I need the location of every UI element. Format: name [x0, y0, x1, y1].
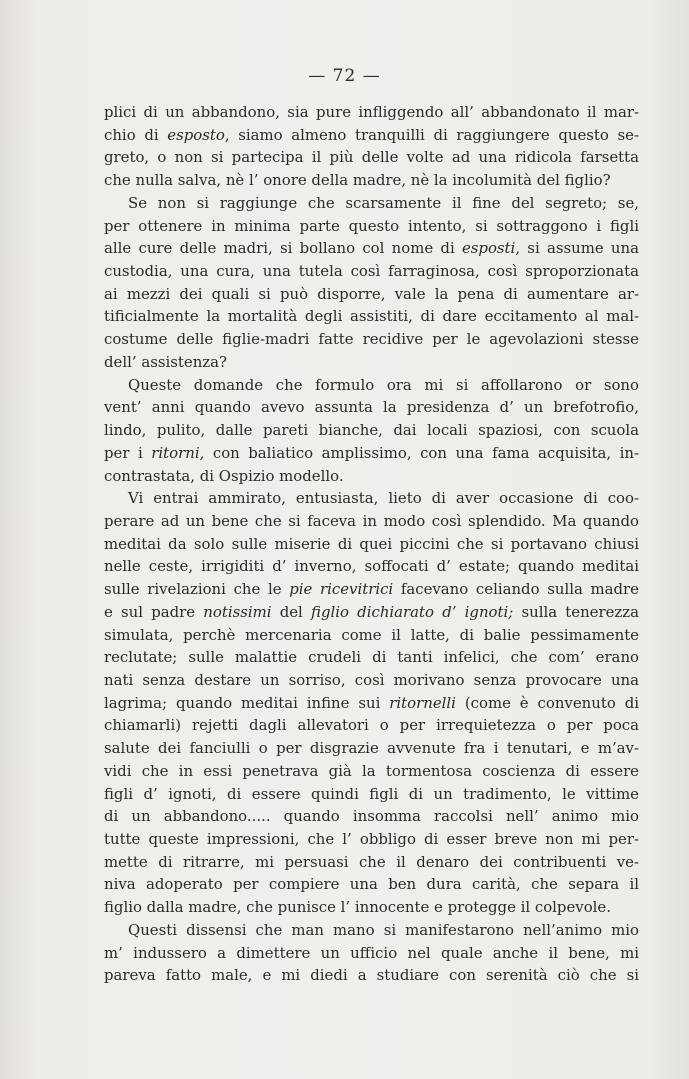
- text-line: per ottenere in minima parte questo intento, si sottraggono i figli: [104, 216, 639, 235]
- text-line: mette di ritrarre, mi persuasi che il denaro dei contribuenti ve-: [104, 852, 639, 871]
- text-line: lagrima; quando meditai infine sui ritornelli (come è convenuto di: [104, 693, 639, 712]
- text-line: reclutate; sulle malattie crudeli di tanti infelici, che com’ erano: [104, 648, 639, 667]
- text-line: nelle ceste, irrigiditi d’ inverno, soffocati d’ estate; quando meditai: [104, 557, 639, 576]
- text-line: m’ indussero a dimettere un ufficio nel quale anche il bene, mi: [104, 943, 639, 962]
- italic-term: figlio dichiarato d’ ignoti;: [311, 602, 514, 621]
- page-number: — 72 —: [308, 66, 381, 86]
- text-line: chiamarli) rejetti dagli allevatori o per irrequietezza o per poca: [104, 716, 639, 735]
- italic-term: pie ricevitrici: [289, 580, 394, 599]
- text-line: che nulla salva, nè l’ onore della madre, nè la incolumità del figlio?: [104, 171, 611, 190]
- text-line: greto, o non si partecipa il più delle volte ad una ridicola farsetta: [104, 148, 639, 167]
- text-line: lindo, pulito, dalle pareti bianche, dai locali spaziosi, con scuola: [104, 421, 639, 440]
- paragraph: [104, 487, 639, 919]
- text-line: Se non si raggiunge che scarsamente il fine del segreto; se,: [128, 193, 639, 212]
- text-line: per i ritorni, con baliatico amplissimo, con una fama acquisita, in-: [104, 443, 639, 462]
- text-line: tificialmente la mortalità degli assistiti, di dare eccitamento al mal-: [104, 307, 639, 326]
- text-line: Questi dissensi che man mano si manifestarono nell’animo mio: [128, 920, 639, 939]
- text-line: niva adoperato per compiere una ben dura carità, che separa il: [104, 875, 639, 894]
- body-text: [104, 101, 639, 987]
- text-line: Queste domande che formulo ora mi si affollarono or sono: [128, 375, 639, 394]
- paragraph: [104, 919, 639, 987]
- text-line: dell’ assistenza?: [104, 352, 227, 371]
- text-line: perare ad un bene che si faceva in modo così splendido. Ma quando: [104, 511, 639, 530]
- text-line: custodia, una cura, una tutela così farraginosa, così sproporzionata: [104, 262, 639, 281]
- text-line: chio di esposto, siamo almeno tranquilli di raggiungere questo se-: [104, 125, 640, 144]
- text-line: contrastata, di Ospizio modello.: [104, 466, 344, 485]
- text-line: figlio dalla madre, che punisce l’ innocente e protegge il colpevole.: [104, 898, 611, 917]
- text-line: di un abbandono..... quando insomma raccolsi nell’ animo mio: [104, 807, 639, 826]
- italic-term: ritorni,: [151, 443, 205, 462]
- text-line: salute dei fanciulli o per disgrazie avvenute fra i tenutari, e m’av-: [104, 739, 639, 758]
- paragraph: [104, 192, 639, 374]
- text-line: sulle rivelazioni che le pie ricevitrici facevano celiando sulla madre: [104, 580, 639, 599]
- text-line: tutte queste impressioni, che l’ obbligo di esser breve non mi per-: [104, 830, 639, 848]
- text-line: alle cure delle madri, si bollano col nome di esposti, si assume una: [104, 239, 639, 258]
- italic-term: esposti: [461, 239, 516, 258]
- text-line: nati senza destare un sorriso, così morivano senza provocare una: [104, 670, 639, 689]
- text-line: ai mezzi dei quali si può disporre, vale la pena di aumentare ar-: [104, 284, 639, 303]
- text-line: vent’ anni quando avevo assunta la presidenza d’ un brefotrofio,: [104, 398, 639, 417]
- paragraph: [104, 101, 639, 192]
- text-line: meditai da solo sulle miserie di quei piccini che si portavano chiusi: [104, 534, 639, 553]
- text-line: Vi entrai ammirato, entusiasta, lieto di aver occasione di coo-: [128, 489, 639, 508]
- italic-term: esposto: [167, 125, 225, 144]
- text-line: costume delle figlie-madri fatte recidive per le agevolazioni stesse: [104, 330, 639, 349]
- italic-term: notissimi: [203, 602, 272, 621]
- text-line: figli d’ ignoti, di essere quindi figli di un tradimento, le vittime: [104, 784, 639, 803]
- text-line: e sul padre notissimi del figlio dichiarato d’ ignoti; sulla tenerezza: [104, 602, 639, 621]
- text-line: plici di un abbandono, sia pure infliggendo all’ abbandonato il mar-: [104, 103, 639, 121]
- text-line: pareva fatto male, e mi diedi a studiare con serenità ciò che si: [104, 966, 639, 985]
- text-line: vidi che in essi penetrava già la tormentosa coscienza di essere: [104, 761, 639, 780]
- text-line: simulata, perchè mercenaria come il latte, di balie pessimamente: [104, 625, 639, 644]
- italic-term: ritornelli: [389, 693, 456, 712]
- paragraph: [104, 374, 639, 488]
